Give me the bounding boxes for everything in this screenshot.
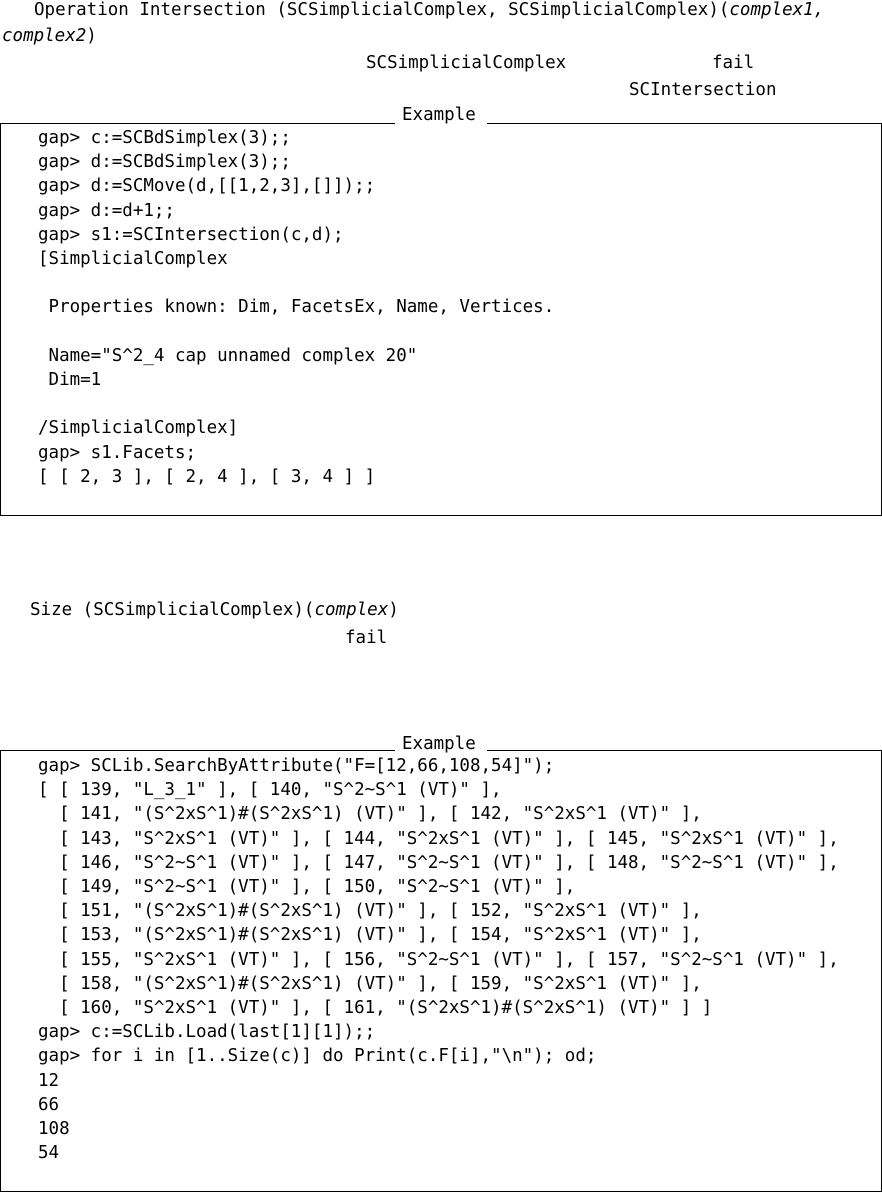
operation-signature-cont (2, 28, 97, 46)
operation-arg-1: complex1, (729, 0, 825, 20)
operation-signature: Intersection (SCSimplicialComplex, SCSimplicialComplex)( (139, 0, 730, 20)
operation-signature-line (4, 2, 824, 20)
returns-fail: fail (712, 53, 755, 73)
returns-type: SCSimplicialComplex (366, 53, 567, 73)
size-returns-fail: fail (345, 628, 388, 648)
size-signature: Size (SCSimplicialComplex)( (30, 600, 315, 620)
example-code-2: gap> SCLib.SearchByAttribute("F=[12,66,108,54]"); [ [ 139, "L_3_1" ], [ 140, "S^2~S^1 (VT)" ], [ 141, "(S^2xS^1)#(S^2xS^1) (VT)" ], [ 142, "S^2xS^1 (VT)" ], [ 143, "S^2xS^1 (VT)" ], [ 144, "S^2xS^1 (VT)" ], [ 145, "S^2xS^1 (VT)" ], [ 146, "S^2~S^1 (VT)" ], [ 147, "S^2~S^1 (VT)" ], [ 148, "S^2~S^1 (VT)" ], [ 149, "S^2~S^1 (VT)" ], [ 150, "S^2~S^1 (VT)" ], [ 151, "(S^2xS^1)#(S^2xS^1) (VT)" ], [ 152, "S^2xS^1 (VT)" ], [ 153, "(S^2xS^1)#(S^2xS^1) (VT)" ], [ 154, "S^2xS^1 (VT)" ], [ 155, "S^2xS^1 (VT)" ], [ 156, "S^2~S^1 (VT)" ], [ 157, "S^2~S^1 (VT)" ], [ 158, "(S^2xS^1)#(S^2xS^1) (VT)" ], [ 159, "S^2xS^1 (VT)" ], [ 160, "S^2xS^1 (VT)" ], [ 161, "(S^2xS^1)#(S^2xS^1) (VT)" ] ] gap> c:=SCLib.Load(last[1][1]);; gap> for i in [1..Size(c)] do Print(c.F[i],"\n"); od; 12 66 108 54 (38, 756, 839, 1164)
size-arg: complex (314, 600, 389, 620)
operation-arg-2: complex2 (2, 26, 87, 46)
see-also-link[interactable]: SCIntersection (629, 80, 777, 100)
example-label: Example (399, 107, 479, 125)
example2-label: Example (399, 736, 479, 754)
operation-keyword: Operation (34, 0, 129, 20)
operation-close-paren: ) (86, 26, 97, 46)
size-signature-line (30, 602, 399, 620)
size-close-paren: ) (388, 600, 399, 620)
example-code-1: gap> c:=SCBdSimplex(3);; gap> d:=SCBdSimplex(3);; gap> d:=SCMove(d,[[1,2,3],[]]);; gap> d:=d+1;; gap> s1:=SCIntersection(c,d); [SimplicialComplex Properties known: Dim, FacetsEx, Name, Vertices. Name="S^2_4 cap unnamed complex 20" Dim=1 /SimplicialComplex] gap> s1.Facets; [ [ 2, 3 ], [ 2, 4 ], [ 3, 4 ] ] (38, 128, 555, 487)
